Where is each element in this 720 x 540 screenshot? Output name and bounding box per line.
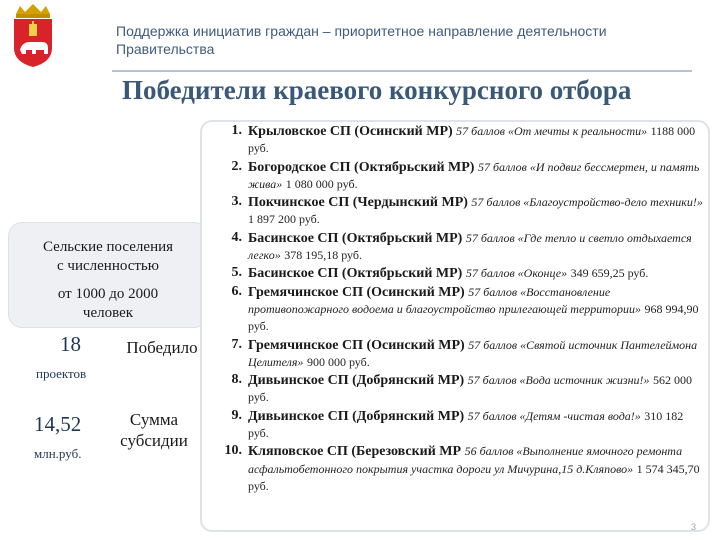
winner-amount: 1 080 000 руб. (285, 176, 358, 191)
winner-amount: 1 897 200 руб. (248, 212, 320, 227)
list-item-body (248, 443, 706, 495)
list-item-number: 1. (231, 123, 242, 138)
list-item-number: 2. (231, 158, 242, 174)
winner-amount: 562 000 руб. (248, 373, 693, 405)
list-item-number: 8. (231, 372, 242, 388)
winner-amount: 1188 000 руб. (248, 124, 696, 156)
list-item-body (248, 265, 706, 282)
winner-name: Богородское СП (Октябрьский МР) (248, 159, 475, 175)
list-item-number: 6. (231, 283, 242, 299)
page-number: 3 (690, 522, 696, 532)
list-item (210, 194, 706, 229)
sidebar-heading-line-2: с численностью (57, 258, 159, 274)
subsidy-unit: млн.руб. (34, 446, 82, 461)
list-item-number: 4. (231, 229, 242, 245)
winner-project: 56 баллов «Выполнение ямочного ремонта асфальтобетонного покрытия участка дороги ул Мичурина,15 д.Кляпово» (248, 444, 683, 476)
list-item (210, 337, 706, 372)
list-item (210, 230, 706, 265)
list-item (210, 159, 706, 194)
winner-project: 57 баллов «Оконце» (465, 266, 568, 281)
winner-name: Басинское СП (Октябрьский МР) (248, 230, 463, 246)
winner-project: 57 баллов «Детям -чистая вода!» (467, 408, 641, 423)
winner-amount: 968 994,90 руб. (248, 301, 699, 334)
winner-project: 57 баллов «От мечты к реальности» (456, 124, 648, 138)
winner-name: Крыловское СП (Осинский МР) (248, 124, 453, 139)
winner-name: Дивьинское СП (Добрянский МР) (248, 373, 465, 389)
projects-label: проектов (36, 366, 87, 381)
list-item-body (248, 408, 706, 443)
list-item-number: 5. (231, 265, 242, 281)
winner-amount: 310 182 руб. (248, 408, 684, 441)
list-item-number: 3. (231, 194, 242, 210)
subsidy-label-line-1: Сумма (129, 410, 179, 429)
subsidy-label-line-2: субсидии (120, 431, 188, 450)
header-line-2: Правительства (116, 41, 215, 57)
projects-count: 18 (60, 332, 81, 356)
list-item (210, 372, 706, 407)
winner-name: Дивьинское СП (Добрянский МР) (248, 408, 465, 424)
list-item-body (248, 337, 706, 372)
winner-project: 57 баллов «Где тепло и светло отдыхается легко» (248, 230, 692, 263)
list-item-body (248, 123, 706, 158)
list-item-body (248, 194, 706, 229)
winner-project: 57 баллов «Вода источник жизни!» (467, 373, 650, 388)
list-item (210, 408, 706, 443)
winner-project: 57 баллов «Святой источник Пантелеймона Целителя» (248, 337, 698, 369)
list-item (210, 284, 706, 336)
list-item (210, 123, 706, 158)
list-item (210, 443, 706, 495)
list-item (210, 265, 706, 282)
winner-amount: 900 000 руб. (306, 354, 370, 369)
sidebar-heading-line-4: человек (82, 305, 134, 321)
list-item-number: 10. (224, 443, 242, 459)
header-line-1: Поддержка инициатив граждан – приоритетное направление деятельности (116, 23, 607, 39)
winner-project: 57 баллов «Благоустройство-дело техники!» (471, 195, 703, 210)
perm-krai-coat-of-arms-icon (8, 4, 58, 68)
list-item-number: 7. (231, 336, 242, 352)
list-item-body (248, 372, 706, 407)
winner-name: Басинское СП (Октябрьский МР) (248, 266, 463, 282)
winner-amount: 349 659,25 руб. (570, 266, 649, 281)
winner-amount: 378 195,18 руб. (284, 248, 362, 263)
list-item-body (248, 230, 706, 265)
winners-list (210, 123, 706, 496)
header-subtitle (116, 22, 696, 58)
list-item-body (248, 159, 706, 194)
slide-header (0, 0, 720, 66)
winner-name: Покчинское СП (Чердынский МР) (248, 195, 468, 211)
winner-name: Гремячинское СП (Осинский МР) (248, 337, 465, 353)
subsidy-amount: 14,52 (34, 412, 82, 436)
won-label: Победило (126, 338, 198, 357)
sidebar-heading-line-1: Сельские поселения (42, 239, 174, 255)
sidebar-heading-line-3: от 1000 до 2000 (57, 286, 159, 302)
winner-name: Кляповское СП (Березовский МР (248, 444, 462, 460)
winner-amount: 1 574 345,70 руб. (248, 461, 700, 493)
winner-name: Гремячинское СП (Осинский МР) (248, 284, 465, 300)
list-item-body (248, 284, 706, 336)
winner-project: 57 баллов «Восстановление противопожарного водоема и благоустройство прилегающей территории» (248, 284, 641, 316)
page-title: Победители краевого конкурсного отбора (122, 75, 632, 105)
winner-project: 57 баллов «И подвиг бессмертен, и память жива» (248, 159, 700, 191)
header-divider (112, 70, 692, 72)
list-item-number: 9. (231, 407, 242, 423)
